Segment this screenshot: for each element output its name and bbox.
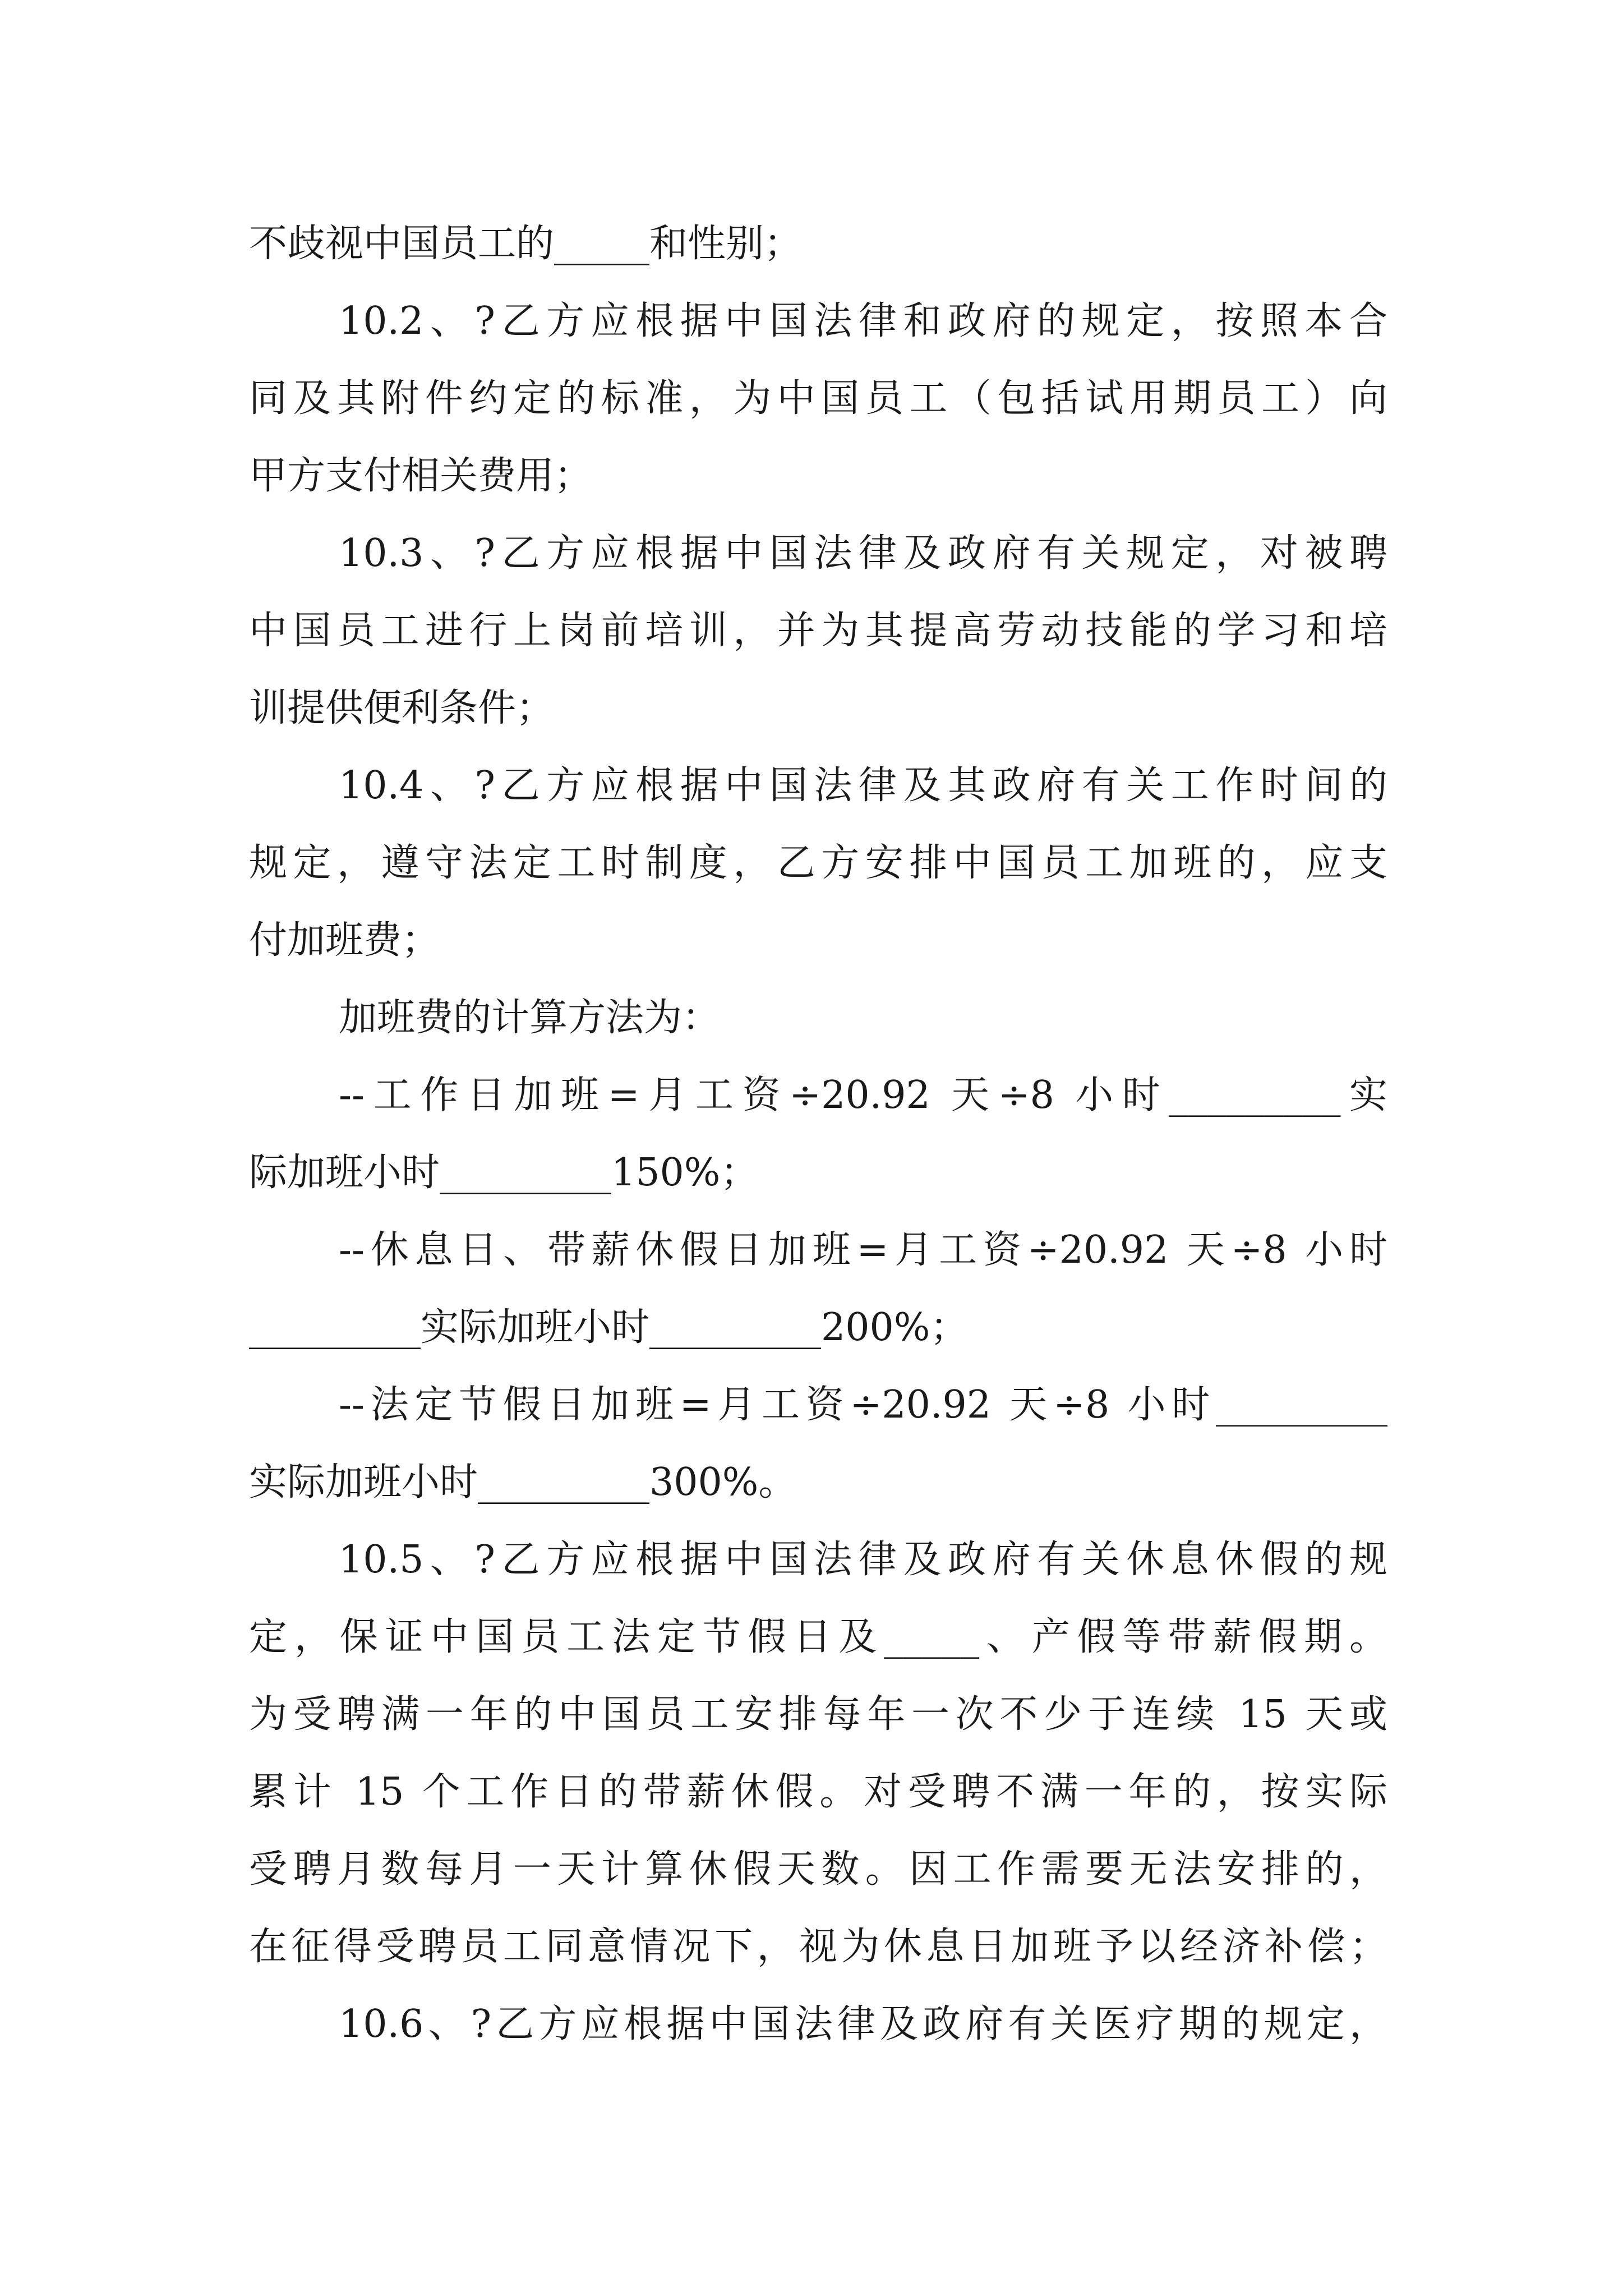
text-line: 付加班费；: [249, 918, 440, 963]
text-line: 为受聘满一年的中国员工安排每年一次不少于连续 15 天或: [249, 1692, 1387, 1737]
text-line: 10.6、?乙方应根据中国法律及政府有关医疗期的规定，: [339, 2002, 1387, 2046]
text-line: 累计 15 个工作日的带薪休假。对受聘不满一年的，按实际: [249, 1770, 1387, 1814]
text-line: _________实际加班小时_________200%；: [249, 1305, 969, 1350]
text-line: 10.2、?乙方应根据中国法律和政府的规定，按照本合: [339, 299, 1387, 343]
text-line: 不歧视中国员工的_____和性别；: [249, 222, 803, 266]
text-line: 10.3、?乙方应根据中国法律及政府有关规定，对被聘: [339, 531, 1387, 576]
text-line: --休息日、带薪休假日加班=月工资÷20.92 天÷8 小时: [339, 1228, 1387, 1272]
text-line: 际加班小时_________150%；: [249, 1151, 759, 1195]
text-line: 训提供便利条件；: [249, 686, 555, 730]
text-line: --工作日加班=月工资÷20.92 天÷8 小时_________实: [339, 1073, 1387, 1117]
text-line: 受聘月数每月一天计算休假天数。因工作需要无法安排的，: [249, 1847, 1387, 1892]
text-line: 在征得受聘员工同意情况下，视为休息日加班予以经济补偿；: [249, 1925, 1387, 1969]
text-line: 甲方支付相关费用；: [249, 454, 593, 498]
text-line: 加班费的计算方法为：: [339, 996, 721, 1040]
text-line: --法定节假日加班=月工资÷20.92 天÷8 小时_________: [339, 1383, 1387, 1427]
text-line: 规定，遵守法定工时制度，乙方安排中国员工加班的，应支: [249, 841, 1387, 885]
text-line: 中国员工进行上岗前培训，并为其提高劳动技能的学习和培: [249, 609, 1387, 653]
text-line: 10.5、?乙方应根据中国法律及政府有关休息休假的规: [339, 1538, 1387, 1582]
text-line: 实际加班小时_________300%。: [249, 1460, 797, 1504]
text-line: 10.4、?乙方应根据中国法律及其政府有关工作时间的: [339, 763, 1387, 808]
text-line: 同及其附件约定的标准，为中国员工（包括试用期员工）向: [249, 376, 1387, 421]
text-line: 定，保证中国员工法定节假日及_____、产假等带薪假期。: [249, 1615, 1387, 1659]
